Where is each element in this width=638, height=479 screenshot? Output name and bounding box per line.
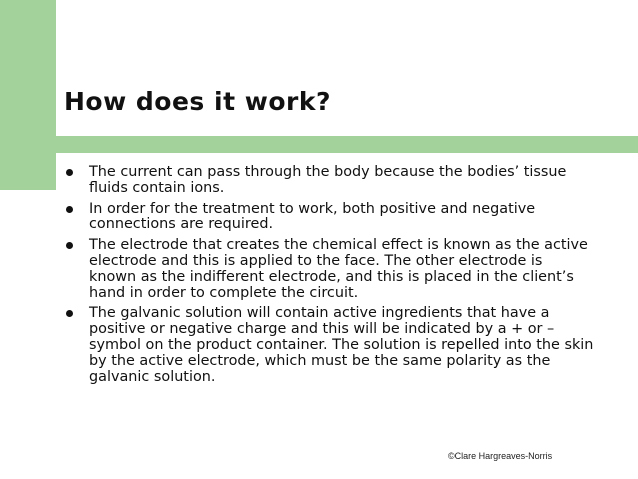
title-underline-bar	[56, 136, 638, 153]
copyright-footer: ©Clare Hargreaves-Norris	[448, 451, 553, 461]
bullet-dot-icon	[66, 206, 73, 213]
bullet-dot-icon	[66, 310, 73, 317]
bullet-text: The galvanic solution will contain active ingredients that have a positive or negative charge and this will be indicated by a + or – symbol on the product container. The solution is repelled into the skin by the active electrode, which must be the same polarity as the galvanic solution.	[89, 305, 594, 385]
bullet-text: The current can pass through the body because the bodies’ tissue fluids contain ions.	[89, 164, 567, 196]
bullet-text: In order for the treatment to work, both positive and negative connections are required.	[89, 200, 536, 233]
decorative-green-block	[0, 0, 56, 190]
bullet-item	[64, 202, 594, 234]
bullet-text: The electrode that creates the chemical effect is known as the active electrode and this is applied to the face. The other electrode is known as the indifferent electrode, and this is placed in the client’s hand in order to complete the circuit.	[89, 237, 588, 301]
bullet-dot-icon	[66, 169, 73, 176]
bullet-list	[64, 165, 594, 390]
bullet-item	[64, 165, 594, 197]
bullet-dot-icon	[66, 242, 73, 249]
bullet-item	[64, 306, 594, 385]
slide-title: How does it work?	[64, 87, 331, 116]
bullet-item	[64, 238, 594, 301]
